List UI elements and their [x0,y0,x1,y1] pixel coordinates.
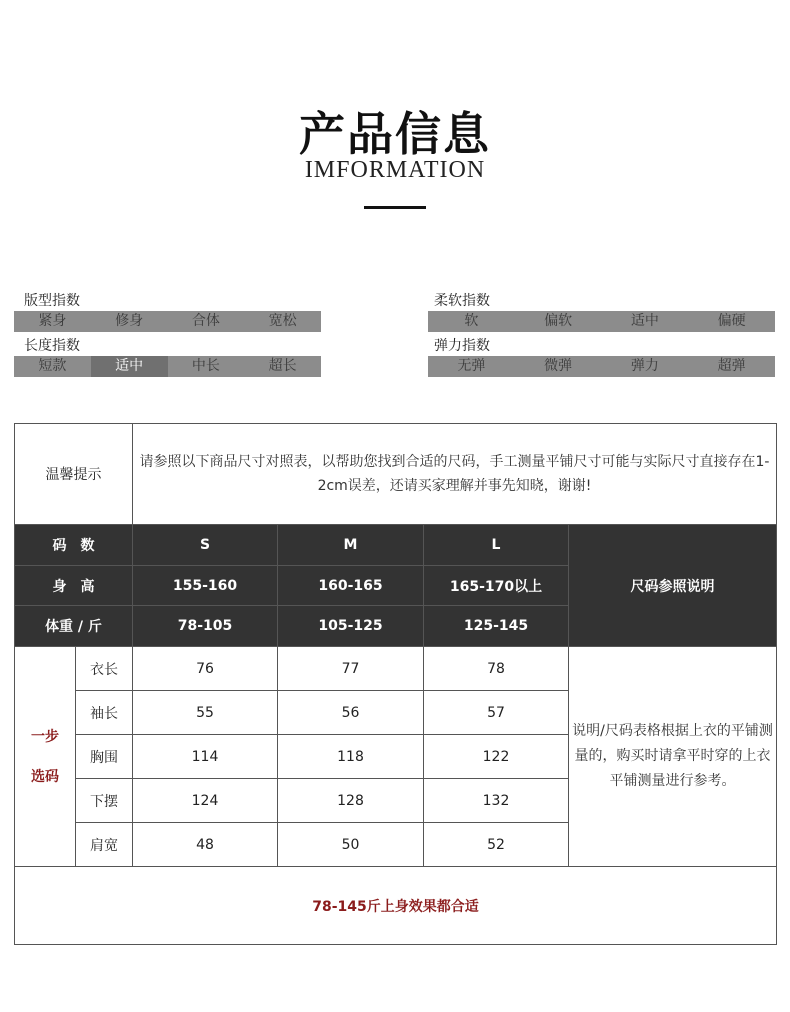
length-index-bar [14,356,321,377]
measure-cell: 52 [424,823,569,867]
elasticity-index-bar [428,356,775,377]
size-cell: S [133,525,278,566]
measure-name: 肩宽 [76,823,133,867]
measure-cell: 128 [278,779,424,823]
measure-name: 胸围 [76,735,133,779]
measure-name: 衣长 [76,647,133,691]
measure-cell: 132 [424,779,569,823]
title-divider [364,206,426,209]
elasticity-option: 无弹 [457,358,486,374]
version-option: 紧身 [38,313,67,329]
version-option: 修身 [115,313,144,329]
row-label-height: 身 高 [15,566,133,606]
length-option: 中长 [191,358,220,374]
height-cell: 165-170以上 [424,566,569,606]
size-cell: L [424,525,569,566]
version-option: 宽松 [268,313,297,329]
measure-cell: 78 [424,647,569,691]
height-cell: 155-160 [133,566,278,606]
fit-summary: 78-145斤上身效果都合适 [15,867,777,945]
length-option-selected: 适中 [91,356,168,377]
size-cell: M [278,525,424,566]
softness-option: 适中 [630,313,659,329]
version-index-bar [14,311,321,332]
measure-cell: 77 [278,647,424,691]
length-option: 超长 [268,358,297,374]
version-index-label: 版型指数 [24,293,80,309]
measure-cell: 124 [133,779,278,823]
measure-cell: 50 [278,823,424,867]
measure-cell: 48 [133,823,278,867]
size-table [14,423,777,945]
length-index-label: 长度指数 [24,338,80,354]
group-label-line-2: 选码 [31,768,59,785]
tip-text: 请参照以下商品尺寸对照表，以帮助您找到合适的尺码，手工测量平铺尺寸可能与实际尺寸直接存在1-2cm误差，还请买家理解并事先知晓，谢谢! [133,424,777,525]
measure-cell: 57 [424,691,569,735]
elasticity-option: 超弹 [717,358,746,374]
weight-cell: 105-125 [278,606,424,647]
page-subtitle: IMFORMATION [304,157,486,183]
elasticity-option: 弹力 [630,358,659,374]
measure-name: 下摆 [76,779,133,823]
row-label-size: 码 数 [15,525,133,566]
elasticity-index-label: 弹力指数 [434,338,490,354]
tip-label: 温馨提示 [15,424,133,525]
softness-index-bar [428,311,775,332]
row-label-weight: 体重 / 斤 [15,606,133,647]
softness-option: 偏硬 [717,313,746,329]
measure-cell: 114 [133,735,278,779]
page-title: 产品信息 [299,107,491,161]
group-label-line-1: 一步 [31,728,59,745]
measure-cell: 122 [424,735,569,779]
measurement-note: 说明/尺码表格根据上衣的平铺测量的，购买时请拿平时穿的上衣平铺测量进行参考。 [569,647,777,867]
softness-index-label: 柔软指数 [434,293,490,309]
measure-cell: 76 [133,647,278,691]
weight-cell: 78-105 [133,606,278,647]
elasticity-option: 微弹 [544,358,573,374]
size-note-label: 尺码参照说明 [569,525,777,647]
length-option: 短款 [38,358,67,374]
softness-option: 软 [464,313,479,329]
measure-cell: 55 [133,691,278,735]
weight-cell: 125-145 [424,606,569,647]
measure-cell: 56 [278,691,424,735]
softness-option: 偏软 [544,313,573,329]
group-label [15,647,76,867]
measure-name: 袖长 [76,691,133,735]
version-option: 合体 [191,313,220,329]
measure-cell: 118 [278,735,424,779]
height-cell: 160-165 [278,566,424,606]
